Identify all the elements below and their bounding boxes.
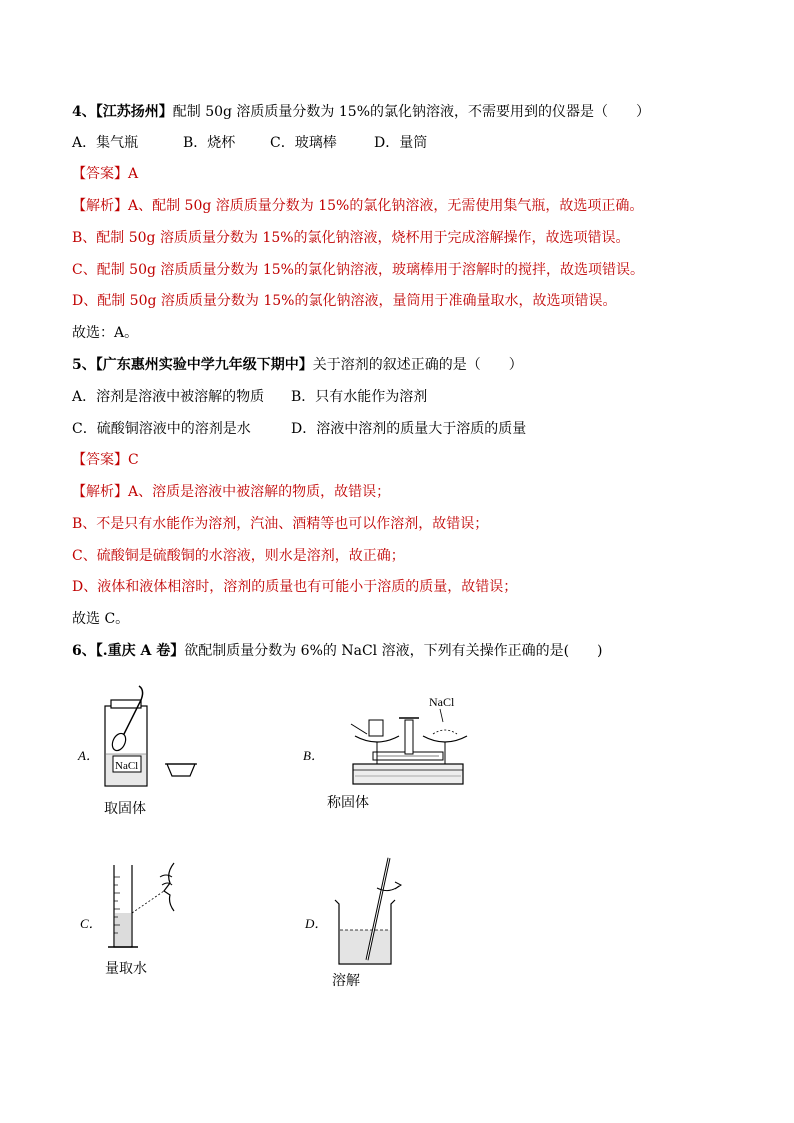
q4-analysis-line-1 [72, 197, 643, 215]
q6-stem: 欲配制质量分数为 6%的 NaCl 溶液，下列有关操作正确的是( ) [184, 643, 603, 659]
figure-a-label: A． [78, 748, 99, 763]
q4-option-b: B．烧杯 [183, 135, 236, 151]
figure-c-label: C． [80, 916, 102, 931]
q5-option-c: C．硫酸铜溶液中的溶剂是水 [72, 421, 251, 437]
q4-stem: 配制 50g 溶质质量分数为 15%的氯化钠溶液，不需要用到的仪器是（ ） [172, 104, 650, 120]
q5-source: 【广东惠州实验中学九年级下期中】 [95, 357, 313, 373]
q5-analysis-line-4: D、液体和液体相溶时，溶剂的质量也有可能小于溶质的质量，故错误； [72, 579, 518, 595]
q6-number: 6、 [72, 643, 96, 659]
q6-stem-line [72, 642, 603, 660]
figure-a-caption: 取固体 [104, 801, 146, 817]
q4-analysis-label: 【解析】 [72, 198, 128, 214]
q4-answer-line [72, 165, 138, 183]
q5-answer-line [72, 451, 139, 469]
q5-stem: 关于溶剂的叙述正确的是（ ） [312, 357, 523, 373]
figure-d-label: D． [305, 916, 328, 931]
figure-b-label: B． [303, 748, 324, 763]
q5-option-d: D．溶液中溶剂的质量大于溶质的质量 [291, 421, 527, 437]
q5-analysis-line-3: C、硫酸铜是硫酸铜的水溶液，则水是溶剂，故正确； [72, 548, 405, 564]
q4-number: 4、 [72, 104, 96, 120]
q4-answer: A [128, 166, 139, 182]
figure-a-take-solid [95, 684, 205, 794]
q4-analysis-line-4: D、配制 50g 溶质质量分数为 15%的氯化钠溶液，量筒用于准确量取水，故选项错误。 [72, 293, 617, 309]
figure-b-reagent: NaCl [429, 695, 455, 709]
figure-c-measuring-cylinder [100, 855, 190, 955]
q4-option-d: D．量筒 [374, 135, 428, 151]
q5-option-b: B．只有水能作为溶剂 [291, 389, 428, 405]
q4-conclusion: 故选：A。 [72, 325, 139, 341]
q4-source: 【江苏扬州】 [95, 104, 173, 120]
figure-d-caption: 溶解 [332, 973, 360, 989]
q4-option-a: A．集气瓶 [72, 135, 139, 151]
q4-option-c: C．玻璃棒 [270, 135, 337, 151]
figure-a-reagent: NaCl [115, 760, 139, 772]
q5-number: 5、 [72, 357, 96, 373]
q4-stem-line [72, 103, 650, 121]
q4-analysis-line-3: C、配制 50g 溶质质量分数为 15%的氯化钠溶液，玻璃棒用于溶解时的搅拌，故选项错误。 [72, 262, 644, 278]
q5-option-a: A．溶剂是溶液中被溶解的物质 [72, 389, 265, 405]
q5-analysis-1: A、溶质是溶液中被溶解的物质，故错误； [128, 484, 391, 500]
q5-conclusion: 故选 C。 [72, 611, 130, 627]
q5-analysis-line-2: B、不是只有水能作为溶剂，汽油、酒精等也可以作溶剂，故错误； [72, 516, 489, 532]
figure-b-caption: 称固体 [327, 795, 369, 811]
figure-b-balance [325, 690, 475, 790]
q5-stem-line [72, 356, 523, 374]
q5-analysis-label: 【解析】 [72, 484, 128, 500]
figure-d-beaker [325, 852, 415, 968]
q5-answer-label: 【答案】 [72, 452, 128, 468]
q4-answer-label: 【答案】 [72, 166, 128, 182]
q4-analysis-line-2: B、配制 50g 溶质质量分数为 15%的氯化钠溶液，烧杯用于完成溶解操作，故选项错误。 [72, 230, 630, 246]
q5-answer: C [128, 452, 139, 468]
figure-c-caption: 量取水 [105, 961, 147, 977]
q6-source: 【.重庆 A 卷】 [95, 643, 185, 659]
q4-analysis-1: A、配制 50g 溶质质量分数为 15%的氯化钠溶液，无需使用集气瓶，故选项正确。 [128, 198, 644, 214]
q5-analysis-line-1 [72, 483, 390, 501]
